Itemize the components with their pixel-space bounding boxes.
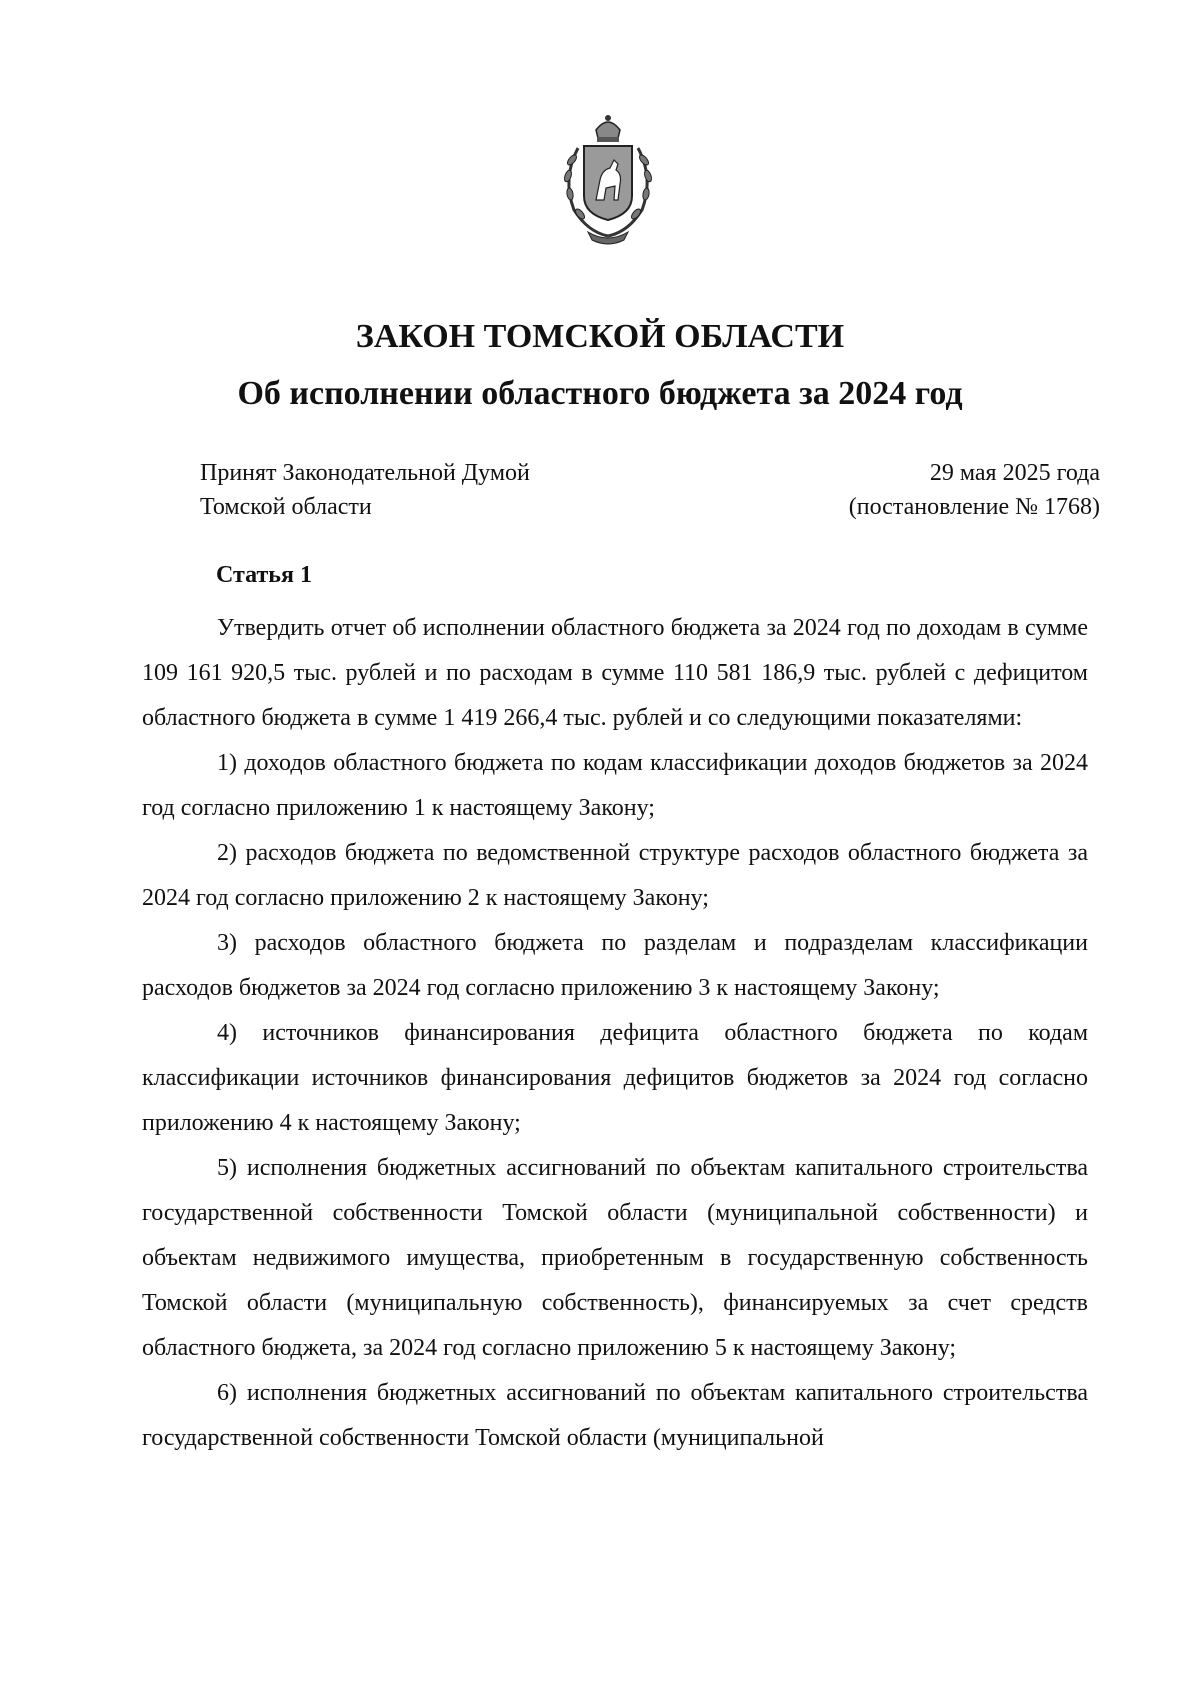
article-heading: Статья 1 [216,562,312,588]
law-subtitle: Об исполнении областного бюджета за 2024 год [237,375,963,412]
adoption-line-1: Принят Законодательной Думой [200,460,530,486]
paragraph: 5) исполнения бюджетных ассигнований по объектам капитального строительства государственной собственности Томской области (муниципальной собственности) и объектам недвижимого имущества, приобретенным в государственную собственность Томской области (муниципальную собственность), финансируемых за счет средств областного бюджета, за 2024 год согласно приложению 5 к настоящему Закону; [142,1155,1088,1361]
adoption-date: 29 мая 2025 года [929,460,1100,486]
adoption-line-2: Томской области [200,494,372,520]
resolution-number: (постановление № 1768) [848,494,1100,520]
paragraph: 1) доходов областного бюджета по кодам классификации доходов бюджетов за 2024 год согласно приложению 1 к настоящему Закону; [142,750,1088,821]
paragraph: 2) расходов бюджета по ведомственной структуре расходов областного бюджета за 2024 год согласно приложению 2 к настоящему Закону; [142,840,1088,911]
law-title: ЗАКОН ТОМСКОЙ ОБЛАСТИ [355,318,845,355]
paragraph: 4) источников финансирования дефицита областного бюджета по кодам классификации источников финансирования дефицитов бюджетов за 2024 год согласно приложению 4 к настоящему Закону; [142,1020,1088,1136]
coat-of-arms-icon [548,108,668,248]
paragraph: Утвердить отчет об исполнении областного бюджета за 2024 год по доходам в сумме 109 161 920,5 тыс. рублей и по расходам в сумме 110 581 186,9 тыс. рублей с дефицитом областного бюджета в сумме 1 419 266,4 тыс. рублей и со следующими показателями: [142,615,1088,731]
adoption-date-block [849,456,1100,524]
paragraph: 3) расходов областного бюджета по разделам и подразделам классификации расходов бюджетов за 2024 год согласно приложению 3 к настоящему Закону; [142,930,1088,1001]
adoption-body [200,456,530,524]
article-body [142,606,1088,1461]
paragraph: 6) исполнения бюджетных ассигнований по объектам капитального строительства государственной собственности Томской области (муниципальной [142,1380,1088,1451]
